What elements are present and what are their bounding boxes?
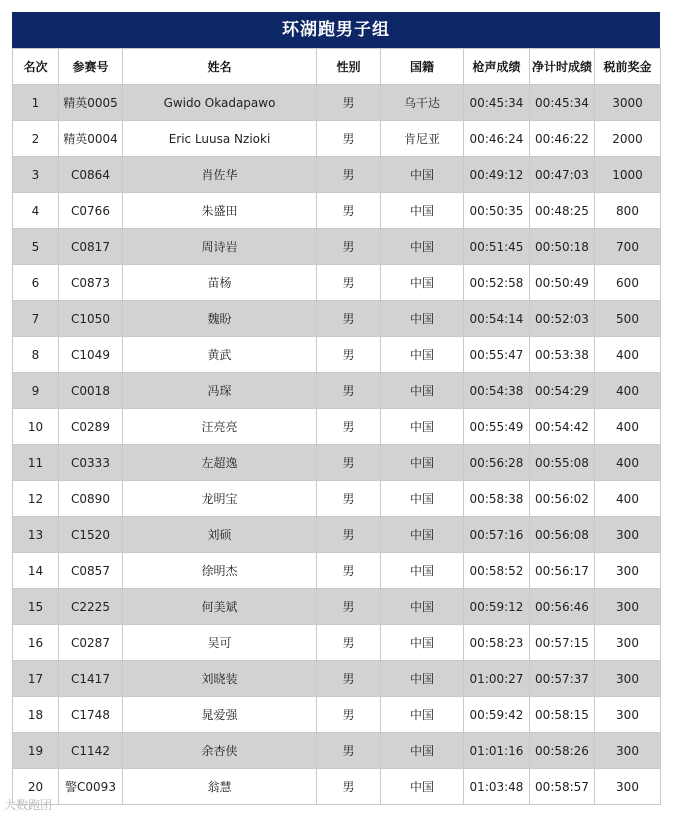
table-row [13, 625, 661, 661]
gender-cell: 男 [317, 373, 381, 409]
bib-cell: 精英0005 [59, 85, 123, 121]
gender-cell: 男 [317, 697, 381, 733]
rank-cell: 12 [13, 481, 59, 517]
net-time-cell: 00:58:15 [530, 697, 595, 733]
bib-cell: C1417 [59, 661, 123, 697]
table-row [13, 589, 661, 625]
bib-cell: C0333 [59, 445, 123, 481]
bib-cell: C1049 [59, 337, 123, 373]
gun-time-cell: 00:54:14 [464, 301, 530, 337]
header-gun-time: 枪声成绩 [464, 49, 530, 85]
gun-time-cell: 01:00:27 [464, 661, 530, 697]
prize-cell: 400 [595, 409, 661, 445]
name-cell: 余杏侠 [123, 733, 317, 769]
gun-time-cell: 00:50:35 [464, 193, 530, 229]
header-net-time: 净计时成绩 [530, 49, 595, 85]
net-time-cell: 00:57:37 [530, 661, 595, 697]
bib-cell: C0817 [59, 229, 123, 265]
table-row [13, 373, 661, 409]
gender-cell: 男 [317, 301, 381, 337]
bib-cell: C2225 [59, 589, 123, 625]
results-body [13, 85, 661, 805]
header-bib: 参赛号 [59, 49, 123, 85]
table-row [13, 733, 661, 769]
name-cell: 晁爱强 [123, 697, 317, 733]
net-time-cell: 00:45:34 [530, 85, 595, 121]
nationality-cell: 中国 [381, 661, 464, 697]
table-row [13, 661, 661, 697]
gender-cell: 男 [317, 517, 381, 553]
name-cell: 周诗岩 [123, 229, 317, 265]
gender-cell: 男 [317, 193, 381, 229]
net-time-cell: 00:47:03 [530, 157, 595, 193]
net-time-cell: 00:55:08 [530, 445, 595, 481]
rank-cell: 6 [13, 265, 59, 301]
prize-cell: 400 [595, 445, 661, 481]
bib-cell: C1748 [59, 697, 123, 733]
gun-time-cell: 00:59:12 [464, 589, 530, 625]
name-cell: 刘晓装 [123, 661, 317, 697]
name-cell: 肖佐华 [123, 157, 317, 193]
rank-cell: 18 [13, 697, 59, 733]
net-time-cell: 00:46:22 [530, 121, 595, 157]
nationality-cell: 中国 [381, 409, 464, 445]
net-time-cell: 00:56:08 [530, 517, 595, 553]
name-cell: 徐明杰 [123, 553, 317, 589]
gun-time-cell: 01:01:16 [464, 733, 530, 769]
name-cell: 左超逸 [123, 445, 317, 481]
rank-cell: 8 [13, 337, 59, 373]
gender-cell: 男 [317, 481, 381, 517]
name-cell: 何美斌 [123, 589, 317, 625]
gender-cell: 男 [317, 589, 381, 625]
name-cell: Gwido Okadapawo [123, 85, 317, 121]
net-time-cell: 00:58:26 [530, 733, 595, 769]
prize-cell: 300 [595, 769, 661, 805]
gun-time-cell: 00:51:45 [464, 229, 530, 265]
rank-cell: 1 [13, 85, 59, 121]
prize-cell: 400 [595, 337, 661, 373]
rank-cell: 2 [13, 121, 59, 157]
gender-cell: 男 [317, 661, 381, 697]
table-row [13, 769, 661, 805]
net-time-cell: 00:54:42 [530, 409, 595, 445]
prize-cell: 2000 [595, 121, 661, 157]
rank-cell: 14 [13, 553, 59, 589]
table-row [13, 85, 661, 121]
net-time-cell: 00:50:49 [530, 265, 595, 301]
gun-time-cell: 00:46:24 [464, 121, 530, 157]
bib-cell: C1520 [59, 517, 123, 553]
bib-cell: C0018 [59, 373, 123, 409]
nationality-cell: 中国 [381, 373, 464, 409]
table-title: 环湖跑男子组 [12, 12, 660, 48]
nationality-cell: 中国 [381, 697, 464, 733]
name-cell: 黄武 [123, 337, 317, 373]
net-time-cell: 00:50:18 [530, 229, 595, 265]
nationality-cell: 中国 [381, 625, 464, 661]
table-row [13, 301, 661, 337]
name-cell: 龙明宝 [123, 481, 317, 517]
gun-time-cell: 00:58:23 [464, 625, 530, 661]
prize-cell: 300 [595, 733, 661, 769]
bib-cell: C0890 [59, 481, 123, 517]
prize-cell: 400 [595, 481, 661, 517]
prize-cell: 700 [595, 229, 661, 265]
gender-cell: 男 [317, 121, 381, 157]
nationality-cell: 中国 [381, 157, 464, 193]
table-row [13, 229, 661, 265]
header-name: 姓名 [123, 49, 317, 85]
prize-cell: 300 [595, 553, 661, 589]
net-time-cell: 00:57:15 [530, 625, 595, 661]
results-table [12, 48, 661, 805]
bib-cell: C1142 [59, 733, 123, 769]
bib-cell: C0873 [59, 265, 123, 301]
gender-cell: 男 [317, 337, 381, 373]
name-cell: 汪亮亮 [123, 409, 317, 445]
prize-cell: 1000 [595, 157, 661, 193]
nationality-cell: 中国 [381, 733, 464, 769]
gun-time-cell: 00:57:16 [464, 517, 530, 553]
gun-time-cell: 00:52:58 [464, 265, 530, 301]
nationality-cell: 中国 [381, 481, 464, 517]
name-cell: 吴可 [123, 625, 317, 661]
rank-cell: 11 [13, 445, 59, 481]
table-row [13, 517, 661, 553]
prize-cell: 300 [595, 697, 661, 733]
net-time-cell: 00:53:38 [530, 337, 595, 373]
prize-cell: 3000 [595, 85, 661, 121]
nationality-cell: 肯尼亚 [381, 121, 464, 157]
gun-time-cell: 00:55:47 [464, 337, 530, 373]
name-cell: 魏盼 [123, 301, 317, 337]
name-cell: 苗杨 [123, 265, 317, 301]
header-nationality: 国籍 [381, 49, 464, 85]
gender-cell: 男 [317, 265, 381, 301]
prize-cell: 300 [595, 625, 661, 661]
rank-cell: 17 [13, 661, 59, 697]
rank-cell: 3 [13, 157, 59, 193]
prize-cell: 600 [595, 265, 661, 301]
table-row [13, 409, 661, 445]
gun-time-cell: 01:03:48 [464, 769, 530, 805]
rank-cell: 10 [13, 409, 59, 445]
rank-cell: 19 [13, 733, 59, 769]
nationality-cell: 中国 [381, 193, 464, 229]
bib-cell: C0864 [59, 157, 123, 193]
rank-cell: 5 [13, 229, 59, 265]
prize-cell: 300 [595, 661, 661, 697]
rank-cell: 20 [13, 769, 59, 805]
table-row [13, 445, 661, 481]
results-sheet [12, 12, 660, 805]
bib-cell: C0287 [59, 625, 123, 661]
gun-time-cell: 00:59:42 [464, 697, 530, 733]
gun-time-cell: 00:49:12 [464, 157, 530, 193]
gender-cell: 男 [317, 157, 381, 193]
table-row [13, 337, 661, 373]
prize-cell: 300 [595, 589, 661, 625]
prize-cell: 300 [595, 517, 661, 553]
rank-cell: 9 [13, 373, 59, 409]
prize-cell: 400 [595, 373, 661, 409]
bib-cell: C0857 [59, 553, 123, 589]
gender-cell: 男 [317, 769, 381, 805]
nationality-cell: 中国 [381, 769, 464, 805]
gender-cell: 男 [317, 553, 381, 589]
rank-cell: 4 [13, 193, 59, 229]
name-cell: 冯琛 [123, 373, 317, 409]
watermark: 大数跑团 [4, 798, 53, 812]
rank-cell: 7 [13, 301, 59, 337]
gun-time-cell: 00:58:38 [464, 481, 530, 517]
net-time-cell: 00:58:57 [530, 769, 595, 805]
gender-cell: 男 [317, 409, 381, 445]
bib-cell: 精英0004 [59, 121, 123, 157]
gun-time-cell: 00:55:49 [464, 409, 530, 445]
nationality-cell: 中国 [381, 553, 464, 589]
bib-cell: C0289 [59, 409, 123, 445]
nationality-cell: 中国 [381, 517, 464, 553]
name-cell: 刘硕 [123, 517, 317, 553]
gender-cell: 男 [317, 229, 381, 265]
nationality-cell: 中国 [381, 229, 464, 265]
name-cell: 朱盛田 [123, 193, 317, 229]
gun-time-cell: 00:45:34 [464, 85, 530, 121]
prize-cell: 800 [595, 193, 661, 229]
prize-cell: 500 [595, 301, 661, 337]
gun-time-cell: 00:54:38 [464, 373, 530, 409]
table-row [13, 121, 661, 157]
nationality-cell: 中国 [381, 265, 464, 301]
bib-cell: C1050 [59, 301, 123, 337]
gender-cell: 男 [317, 625, 381, 661]
name-cell: Eric Luusa Nzioki [123, 121, 317, 157]
header-row [13, 49, 661, 85]
bib-cell: 警C0093 [59, 769, 123, 805]
net-time-cell: 00:48:25 [530, 193, 595, 229]
gender-cell: 男 [317, 733, 381, 769]
rank-cell: 16 [13, 625, 59, 661]
header-gender: 性别 [317, 49, 381, 85]
gender-cell: 男 [317, 85, 381, 121]
table-row [13, 157, 661, 193]
nationality-cell: 中国 [381, 589, 464, 625]
header-prize: 税前奖金 [595, 49, 661, 85]
gun-time-cell: 00:56:28 [464, 445, 530, 481]
gender-cell: 男 [317, 445, 381, 481]
table-row [13, 265, 661, 301]
gun-time-cell: 00:58:52 [464, 553, 530, 589]
header-rank: 名次 [13, 49, 59, 85]
table-row [13, 697, 661, 733]
name-cell: 翁慧 [123, 769, 317, 805]
nationality-cell: 乌干达 [381, 85, 464, 121]
table-row [13, 553, 661, 589]
nationality-cell: 中国 [381, 337, 464, 373]
net-time-cell: 00:56:17 [530, 553, 595, 589]
bib-cell: C0766 [59, 193, 123, 229]
table-row [13, 193, 661, 229]
net-time-cell: 00:54:29 [530, 373, 595, 409]
net-time-cell: 00:56:02 [530, 481, 595, 517]
net-time-cell: 00:56:46 [530, 589, 595, 625]
net-time-cell: 00:52:03 [530, 301, 595, 337]
rank-cell: 13 [13, 517, 59, 553]
rank-cell: 15 [13, 589, 59, 625]
nationality-cell: 中国 [381, 445, 464, 481]
nationality-cell: 中国 [381, 301, 464, 337]
table-row [13, 481, 661, 517]
